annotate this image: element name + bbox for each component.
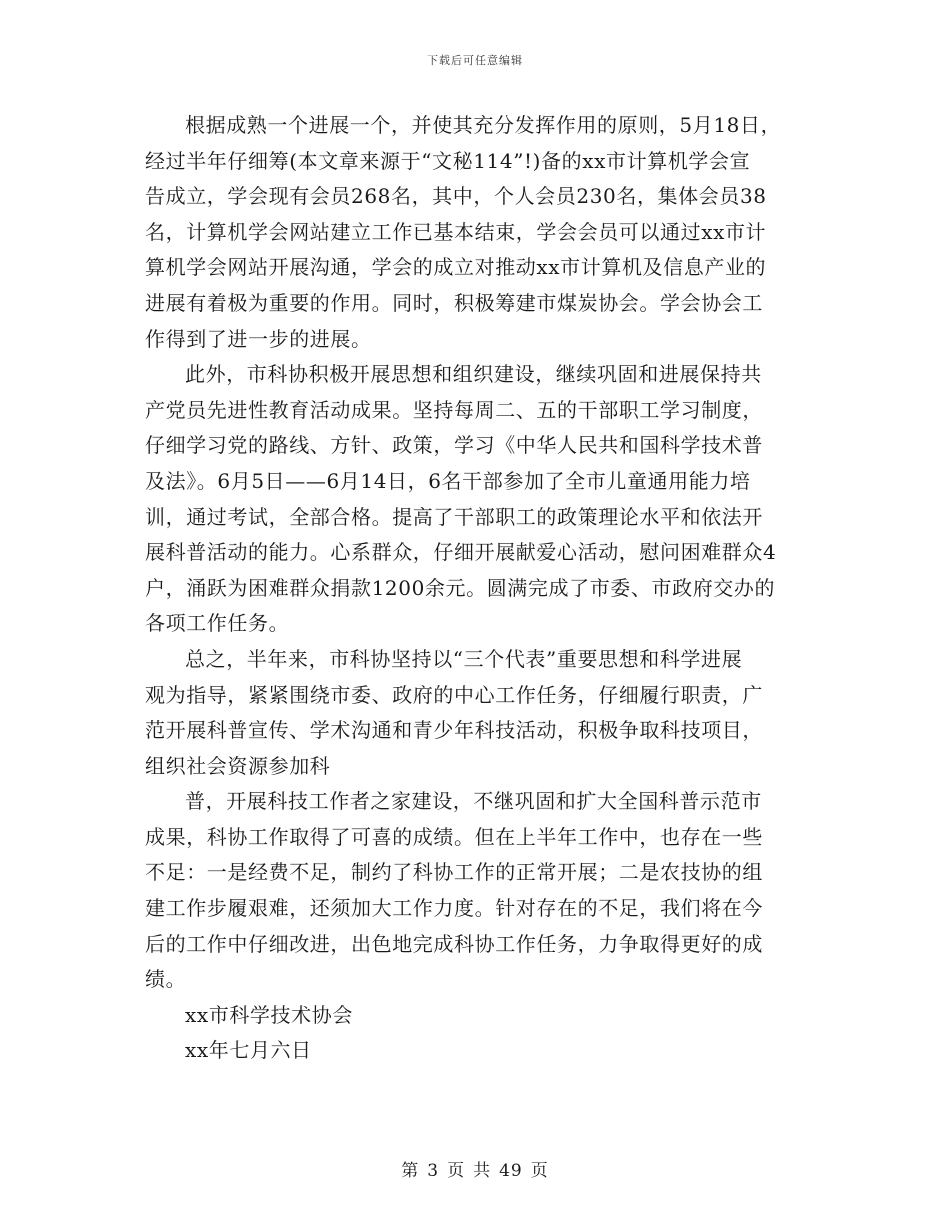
text-line: 产党员先进性教育活动成果。坚持每周二、五的干部职工学习制度， [145,397,763,422]
text-line: 名，计算机学会网站建立工作已基本结束，学会会员可以通过xx市计 [145,219,767,244]
text-line: 观为指导，紧紧围绕市委、政府的中心工作任务，仔细履行职责，广 [145,682,763,707]
text-line: 后的工作中仔细改进，出色地完成科协工作任务，力争取得更好的成 [145,931,763,956]
signature-date: xx年七月六日 [185,1038,312,1063]
paragraph-4 [145,784,810,998]
text-line: 经过半年仔细筹(本文章来源于“文秘114”!)备的xx市计算机学会宣 [145,148,751,173]
text-line: 及法》。6月5日——6月14日，6名干部参加了全市儿童通用能力培 [145,468,751,493]
text-line: 普，开展科技工作者之家建设，不继巩固和扩大全国科普示范市 [185,789,762,814]
footer-total-pages: 49 [499,1161,523,1181]
text-line: 进展有着极为重要的作用。同时，积极筹建市煤炭协会。学会协会工 [145,290,763,315]
text-line: 算机学会网站开展沟通，学会的成立对推动xx市计算机及信息产业的 [145,255,767,280]
signature-org: xx市科学技术协会 [185,1002,353,1027]
footer-gong: 共 [473,1161,492,1181]
paragraph-2 [145,357,810,642]
text-line: 作得到了进一步的进展。 [145,326,372,351]
text-line: 仔细学习党的路线、方针、政策，学习《中华人民共和国科学技术普 [145,433,763,458]
text-line: 展科普活动的能力。心系群众，仔细开展献爱心活动，慰问困难群众4 [145,540,777,565]
text-line: 绩。 [145,967,187,992]
header-note: 下载后可任意编辑 [427,54,523,67]
footer-ye: 页 [530,1161,549,1181]
text-line: 范开展科普宣传、学术沟通和青少年科技活动，积极争取科技项目， [145,718,763,743]
text-line: 组织社会资源参加科 [145,753,331,778]
footer-ye: 页 [447,1161,466,1181]
text-line: 不足：一是经费不足，制约了科协工作的正常开展；二是农技协的组 [145,860,763,885]
text-line: 此外，市科协积极开展思想和组织建设，继续巩固和进展保持共 [185,362,762,387]
text-line: 根据成熟一个进展一个，并使其充分发挥作用的原则，5月18日， [185,113,782,137]
text-line: 建工作步履艰难，还须加大工作力度。针对存在的不足，我们将在今 [145,896,763,921]
text-line: 户，涌跃为困难群众捐款1200余元。圆满完成了市委、市政府交办的 [145,575,776,600]
text-line: 训，通过考试，全部合格。提高了干部职工的政策理论水平和依法开 [145,504,763,529]
text-line: 各项工作任务。 [145,611,290,636]
footer-current-page: 3 [427,1161,440,1181]
paragraph-3 [145,642,810,784]
footer-di: 第 [401,1161,420,1181]
document-body [145,108,810,1069]
text-line: 成果，科协工作取得了可喜的成绩。但在上半年工作中，也存在一些 [145,824,763,849]
text-line: 总之，半年来，市科协坚持以“三个代表”重要思想和科学进展 [185,646,743,671]
text-line: 告成立，学会现有会员268名，其中，个人会员230名，集体会员38 [145,184,767,209]
page-number [0,1156,950,1181]
paragraph-1 [145,108,810,357]
